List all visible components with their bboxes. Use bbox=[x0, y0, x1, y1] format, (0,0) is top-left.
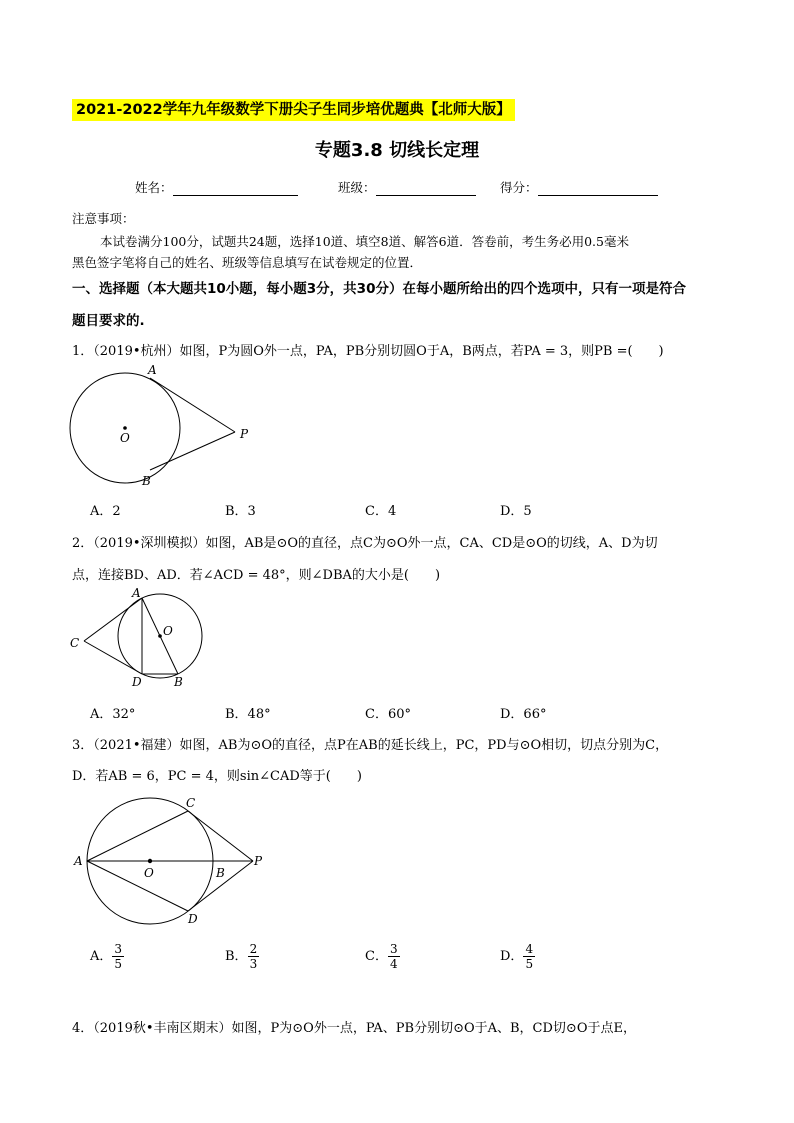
q3-option-b[interactable] bbox=[225, 942, 259, 971]
q3-option-b-fraction: $\frac{2}{3}$ bbox=[249, 942, 258, 971]
q1-label-a: A bbox=[148, 363, 157, 377]
q2-label-c: C bbox=[70, 636, 80, 650]
q2-option-d[interactable]: D．66° bbox=[500, 707, 547, 722]
class-field-row bbox=[338, 178, 476, 196]
question-2-line-2: 点，连接BD、AD．若∠ACD = 48°，则∠DBA的大小是( ) bbox=[72, 568, 441, 583]
q3-option-c[interactable] bbox=[365, 942, 400, 971]
question-1-figure bbox=[60, 360, 270, 490]
question-3-figure bbox=[68, 795, 278, 935]
q3-label-b: B bbox=[216, 866, 225, 880]
name-field-row bbox=[135, 178, 298, 196]
q3-label-d: D bbox=[188, 912, 198, 926]
q1-option-b[interactable]: B．3 bbox=[225, 504, 256, 519]
q2-label-b: B bbox=[174, 675, 183, 689]
class-field[interactable] bbox=[376, 181, 476, 196]
page-title: 专题3.8 切线长定理 bbox=[314, 140, 480, 161]
name-label: 姓名： bbox=[135, 180, 173, 195]
notes-heading: 注意事项： bbox=[72, 211, 135, 226]
q1-option-d[interactable]: D．5 bbox=[500, 504, 532, 519]
q3-option-b-letter: B． bbox=[225, 949, 248, 964]
q3-option-a-letter: A． bbox=[90, 949, 113, 964]
section-heading-line-1: 一、选择题（本大题共10小题，每小题3分，共30分）在每小题所给出的四个选项中，只有一项是符合 bbox=[72, 281, 686, 297]
q2-option-b[interactable]: B．48° bbox=[225, 707, 271, 722]
class-label: 班级： bbox=[338, 180, 376, 195]
q3-option-a[interactable] bbox=[90, 942, 124, 971]
section-heading-line-2: 题目要求的. bbox=[72, 313, 145, 329]
q3-option-c-fraction: $\frac{3}{4}$ bbox=[389, 942, 398, 971]
q3-option-a-fraction: $\frac{3}{5}$ bbox=[114, 942, 123, 971]
score-label: 得分： bbox=[500, 180, 538, 195]
notes-line-2: 黑色签字笔将自己的姓名、班级等信息填写在试卷规定的位置． bbox=[72, 255, 423, 270]
q1-option-a[interactable]: A．2 bbox=[90, 504, 121, 519]
question-3-line-1: 3．（2021•福建）如图，AB为⊙O的直径，点P在AB的延长线上，PC，PD与⊙O相切，切点分别为C， bbox=[72, 738, 669, 753]
q3-option-c-letter: C． bbox=[365, 949, 388, 964]
question-2-line-1: 2．（2019•深圳模拟）如图，AB是⊙O的直径，点C为⊙O外一点，CA、CD是⊙O的切线，A、D为切 bbox=[72, 536, 658, 551]
q2-option-c[interactable]: C．60° bbox=[365, 707, 411, 722]
question-4-text: 4．（2019秋•丰南区期末）如图，P为⊙O外一点，PA、PB分别切⊙O于A、B，CD切⊙O于点E， bbox=[72, 1021, 636, 1036]
q3-option-d[interactable] bbox=[500, 942, 535, 971]
q3-label-a: A bbox=[74, 854, 83, 868]
q2-option-a[interactable]: A．32° bbox=[90, 707, 136, 722]
q1-option-c[interactable]: C．4 bbox=[365, 504, 397, 519]
q3-label-o: O bbox=[144, 866, 154, 880]
name-field[interactable] bbox=[173, 181, 298, 196]
notes-line-1: 本试卷满分100分，试题共24题，选择10道、填空8道、解答6道．答卷前，考生务必用0.5毫米 bbox=[100, 234, 629, 249]
question-2-figure bbox=[60, 585, 220, 695]
question-3-line-2: D．若AB = 6，PC = 4，则sin∠CAD等于( ) bbox=[72, 769, 362, 784]
q1-label-o: O bbox=[120, 431, 130, 445]
q3-label-p: P bbox=[254, 854, 263, 868]
q3-label-c: C bbox=[186, 796, 196, 810]
q2-label-a: A bbox=[132, 586, 141, 600]
q3-option-d-fraction: $\frac{4}{5}$ bbox=[525, 942, 534, 971]
question-1-text: 1．（2019•杭州）如图，P为圆O外一点，PA，PB分别切圆O于A，B两点，若PA = 3，则PB =( ) bbox=[72, 344, 664, 359]
score-field[interactable] bbox=[538, 181, 658, 196]
q1-label-b: B bbox=[142, 474, 151, 488]
score-field-row bbox=[500, 178, 658, 196]
q1-label-p: P bbox=[240, 427, 249, 441]
q3-option-d-letter: D． bbox=[500, 949, 524, 964]
series-banner: 2021-2022学年九年级数学下册尖子生同步培优题典【北师大版】 bbox=[72, 99, 515, 121]
q2-label-d: D bbox=[132, 675, 142, 689]
q2-label-o: O bbox=[163, 624, 173, 638]
